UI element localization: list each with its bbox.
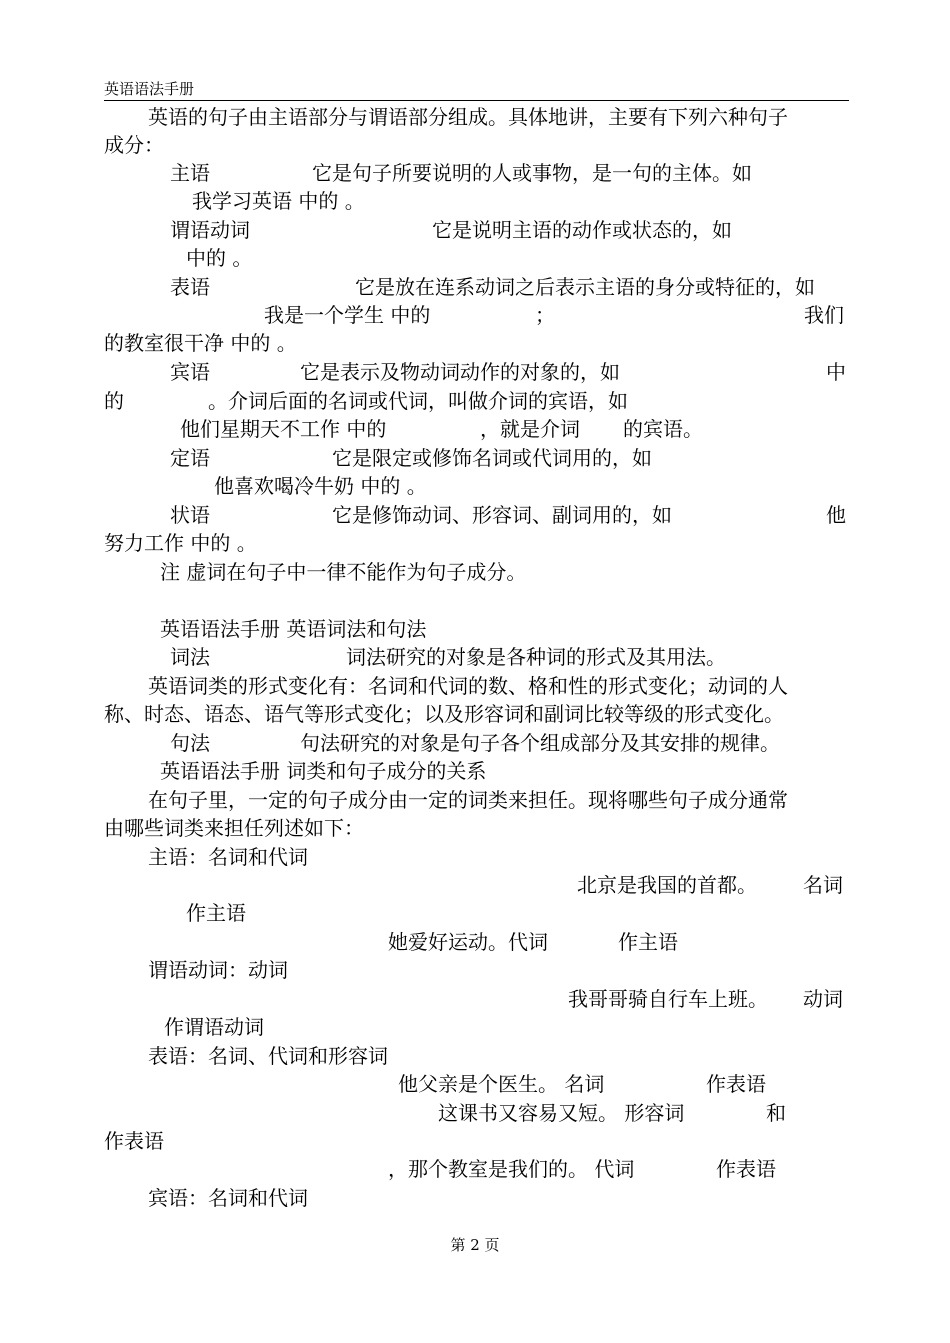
text-line: 宾语：名词和代词 xyxy=(148,1186,308,1210)
text-line: 作主语 xyxy=(618,930,678,954)
example-line: 她爱好运动。代词 xyxy=(388,930,548,954)
term-label: 谓语动词 xyxy=(170,218,250,242)
text-line: 动词 xyxy=(803,987,843,1011)
text-line: 主语：名词和代词 xyxy=(148,845,308,869)
text-line: 称、时态、语态、语气等形式变化；以及形容词和副词比较等级的形式变化。 xyxy=(104,702,784,726)
page-footer xyxy=(0,1236,950,1254)
text-line: 在句子里，一定的句子成分由一定的词类来担任。现将哪些句子成分通常 xyxy=(148,788,788,812)
text-line: 他喜欢喝冷牛奶 中的 。 xyxy=(214,474,427,498)
text-line: 作主语 xyxy=(186,901,246,925)
text-line: 他 xyxy=(826,503,846,527)
page-number: 第 2 页 xyxy=(450,1236,500,1254)
text-line: 努力工作 中的 。 xyxy=(104,531,257,555)
term-label: 定语 xyxy=(170,446,210,470)
text-line: 句法研究的对象是句子各个组成部分及其安排的规律。 xyxy=(300,731,780,755)
text-line: 词法研究的对象是各种词的形式及其用法。 xyxy=(346,645,726,669)
text-line: 谓语动词：动词 xyxy=(148,958,288,982)
text-line: 英语词类的形式变化有：名词和代词的数、格和性的形式变化；动词的人 xyxy=(148,674,788,698)
section-heading: 英语语法手册 词类和句子成分的关系 xyxy=(160,759,487,783)
term-label: 主语 xyxy=(170,161,210,185)
text-line: 他们星期天不工作 中的 xyxy=(180,417,387,441)
text-line: 作表语 xyxy=(104,1129,164,1153)
text-line: 中的 。 xyxy=(186,246,253,270)
note-line: 注 虚词在句子中一律不能作为句子成分。 xyxy=(160,560,527,584)
page-header xyxy=(104,80,849,101)
text-line: ； xyxy=(535,303,555,327)
text-line: 作表语 xyxy=(706,1072,766,1096)
text-line: 它是表示及物动词动作的对象的，如 xyxy=(300,360,620,384)
text-line: 由哪些词类来担任列述如下： xyxy=(104,816,364,840)
text-line: 我们 xyxy=(804,303,844,327)
section-heading: 英语语法手册 英语词法和句法 xyxy=(160,617,427,641)
term-label: 宾语 xyxy=(170,360,210,384)
text-line: 表语：名词、代词和形容词 xyxy=(148,1044,388,1068)
text-line: 的宾语。 xyxy=(623,417,703,441)
text-line: 作表语 xyxy=(716,1157,776,1181)
term-label: 状语 xyxy=(170,503,210,527)
text-line: 它是限定或修饰名词或代词用的，如 xyxy=(332,446,652,470)
text-line: 我学习英语 中的 。 xyxy=(192,189,365,213)
text-line: 它是修饰动词、形容词、副词用的，如 xyxy=(332,503,672,527)
text-line: 名词 xyxy=(803,873,843,897)
text-line: ，就是介词 xyxy=(480,417,580,441)
text-line: 的 xyxy=(104,389,124,413)
example-line: 北京是我国的首都。 xyxy=(577,873,757,897)
text-line: 它是句子所要说明的人或事物，是一句的主体。如 xyxy=(312,161,752,185)
example-line: 这课书又容易又短。 形容词 xyxy=(438,1101,685,1125)
text-line: 它是说明主语的动作或状态的，如 xyxy=(432,218,732,242)
term-label: 表语 xyxy=(170,275,210,299)
example-line: 他父亲是个医生。 名词 xyxy=(398,1072,605,1096)
text-line: 和 xyxy=(766,1101,786,1125)
text-line: 作谓语动词 xyxy=(164,1015,264,1039)
term-label: 词法 xyxy=(170,645,210,669)
header-title: 英语语法手册 xyxy=(104,80,195,98)
text-line: 我是一个学生 中的 xyxy=(264,303,431,327)
text-line: 英语的句子由主语部分与谓语部分组成。具体地讲，主要有下列六种句子 xyxy=(148,105,788,129)
text-line: 它是放在连系动词之后表示主语的身分或特征的，如 xyxy=(355,275,815,299)
term-label: 句法 xyxy=(170,731,210,755)
text-line: 的教室很干净 中的 。 xyxy=(104,331,297,355)
example-line: 我哥哥骑自行车上班。 xyxy=(568,987,768,1011)
example-line: ，那个教室是我们的。 代词 xyxy=(388,1157,635,1181)
text-line: 成分： xyxy=(104,133,164,157)
text-line: 中 xyxy=(826,360,846,384)
text-line: 。介词后面的名词或代词，叫做介词的宾语，如 xyxy=(208,389,628,413)
